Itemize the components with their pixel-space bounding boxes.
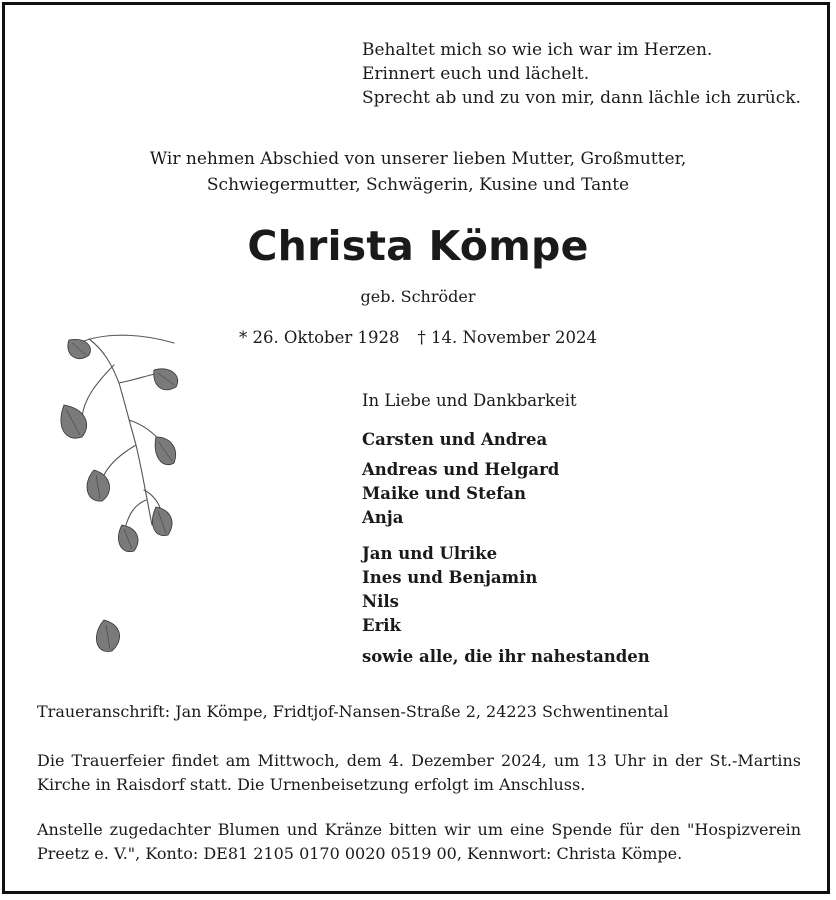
mourner-group <box>362 428 547 452</box>
mourner-name: Maike und Stefan <box>362 484 526 503</box>
intro-line: Schwiegermutter, Schwägerin, Kusine und Tante <box>206 175 630 195</box>
mourners-closing: sowie alle, die ihr nahestanden <box>362 647 650 666</box>
mourner-name: Anja <box>362 508 404 527</box>
mourner-group <box>362 542 537 638</box>
ceremony-notice: Die Trauerfeier findet am Mittwoch, dem 4. Dezember 2024, um 13 Uhr in der St.-Martins Kirche in Raisdorf statt. Die Urnenbeisetzung erfolgt im Anschluss. <box>37 751 801 794</box>
donation-notice: Anstelle zugedachter Blumen und Kränze bitten wir um eine Spende für den "Hospizverein Preetz e. V.", Konto: DE81 2105 0170 0020 0519 00, Kennwort: Christa Kömpe. <box>37 820 801 863</box>
birth-date: * 26. Oktober 1928 <box>238 328 400 347</box>
farewell-intro <box>0 146 836 198</box>
death-date: † 14. November 2024 <box>417 328 598 347</box>
poem-line: Sprecht ab und zu von mir, dann lächle ich zurück. <box>362 88 801 108</box>
mourning-address: Traueranschrift: Jan Kömpe, Fridtjof-Nansen-Straße 2, 24223 Schwentinental <box>37 702 669 721</box>
poem-line: Behaltet mich so wie ich war im Herzen. <box>362 40 713 60</box>
intro-line: Wir nehmen Abschied von unserer lieben Mutter, Großmutter, <box>149 149 687 169</box>
mourner-name: Nils <box>362 592 399 611</box>
mourner-group <box>362 458 559 530</box>
branch-leaves-icon <box>34 325 184 670</box>
mourner-name: Erik <box>362 616 401 635</box>
mourner-name: Andreas und Helgard <box>362 460 560 479</box>
mourner-name: Jan und Ulrike <box>362 544 498 563</box>
mourner-name: Ines und Benjamin <box>362 568 538 587</box>
poem <box>362 38 801 110</box>
thanks-line: In Liebe und Dankbarkeit <box>362 391 577 410</box>
poem-line: Erinnert euch und lächelt. <box>362 64 590 84</box>
birth-name: geb. Schröder <box>360 287 476 306</box>
deceased-name: Christa Kömpe <box>247 222 589 270</box>
mourner-name: Carsten und Andrea <box>362 430 548 449</box>
